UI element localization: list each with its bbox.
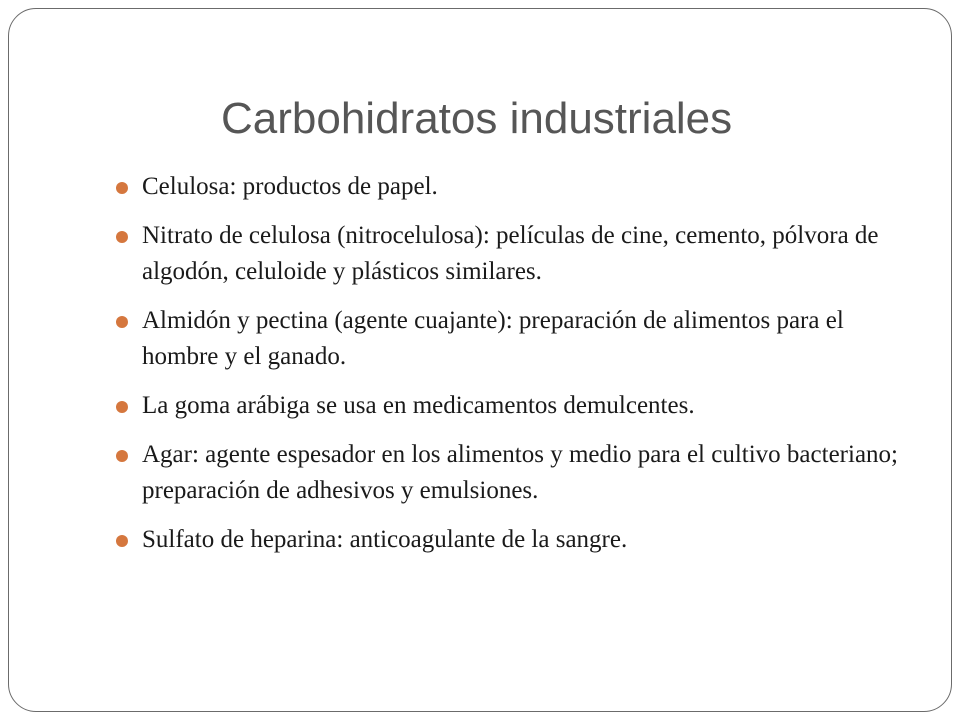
bullet-dot-icon xyxy=(116,316,128,328)
bullet-item xyxy=(114,303,914,375)
bullet-dot-icon xyxy=(116,401,128,413)
slide-title: Carbohidratos industriales xyxy=(221,94,733,143)
bullet-dot-icon xyxy=(116,535,128,547)
bullet-text: Sulfato de heparina: anticoagulante de la sangre. xyxy=(142,526,628,553)
bullet-text: Celulosa: productos de papel. xyxy=(142,173,438,200)
bullet-item xyxy=(114,218,914,290)
bullet-text: Agar: agente espesador en los alimentos y medio para el cultivo bacteriano; preparación de adhesivos y emulsiones. xyxy=(142,441,898,504)
bullet-item xyxy=(114,437,914,509)
bullet-text: Almidón y pectina (agente cuajante): preparación de alimentos para el hombre y el ganado. xyxy=(142,307,844,370)
bullet-item xyxy=(114,388,914,424)
bullet-dot-icon xyxy=(116,231,128,243)
bullet-text: La goma arábiga se usa en medicamentos demulcentes. xyxy=(142,392,695,419)
bullet-text: Nitrato de celulosa (nitrocelulosa): películas de cine, cemento, pólvora de algodón, celuloide y plásticos similares. xyxy=(142,222,879,285)
bullet-dot-icon xyxy=(116,450,128,462)
bullet-item xyxy=(114,169,914,205)
bullet-item xyxy=(114,522,914,558)
bullet-list xyxy=(114,169,914,571)
slide-frame xyxy=(8,8,952,712)
bullet-dot-icon xyxy=(116,182,128,194)
